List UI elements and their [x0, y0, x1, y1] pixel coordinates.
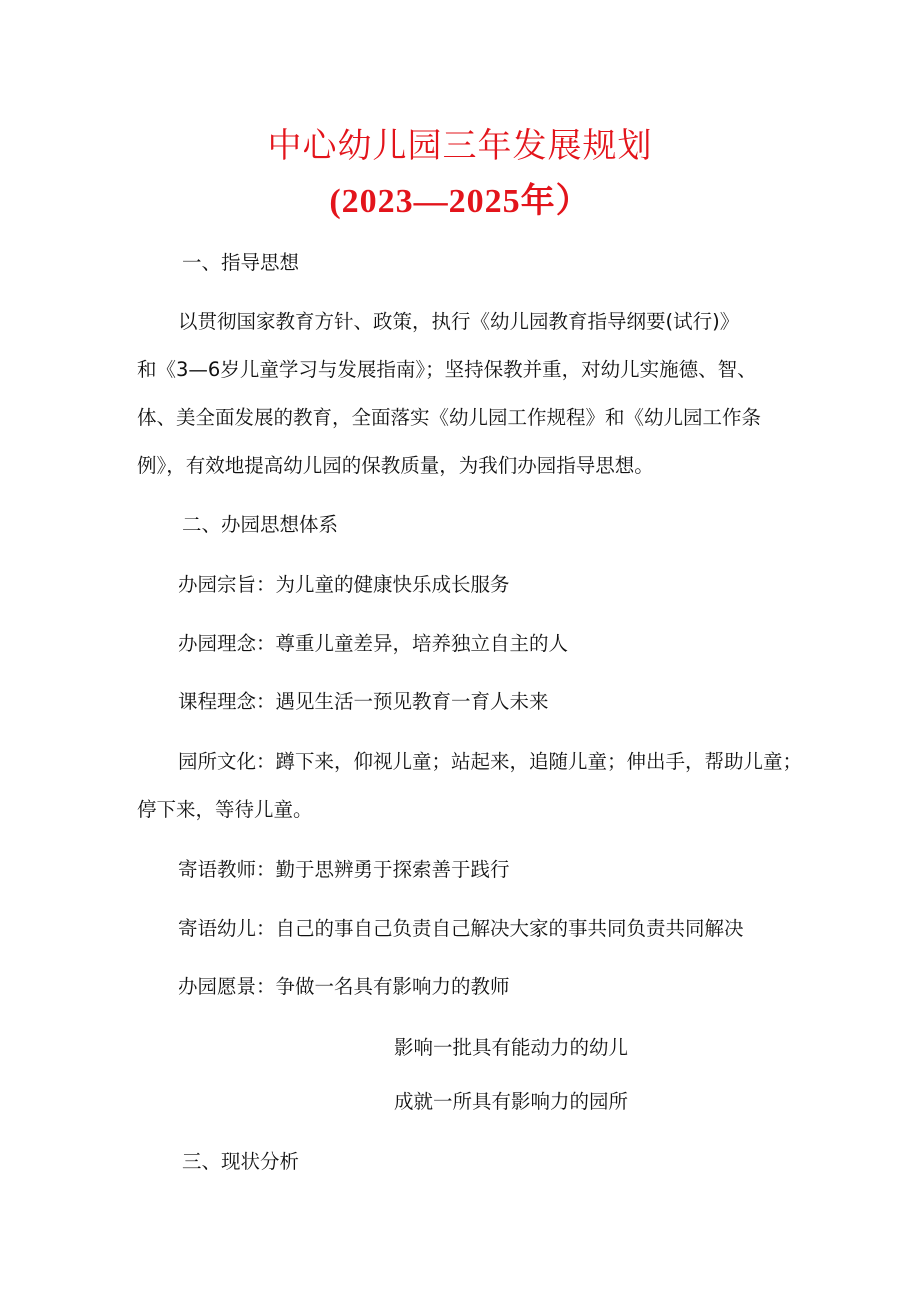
section-heading-status-analysis: 三、现状分析 [182, 1150, 300, 1173]
paragraph-line: 体、美全面发展的教育，全面落实《幼儿园工作规程》和《幼儿园工作条 [137, 406, 762, 429]
vision-line: 办园愿景：争做一名具有影响力的教师 [178, 975, 510, 998]
vision-line-continued: 影响一批具有能动力的幼儿 [394, 1036, 629, 1059]
document-subtitle: (2023—2025年） [329, 183, 591, 220]
tenet-line: 办园宗旨：为儿童的健康快乐成长服务 [178, 573, 510, 596]
document-title: 中心幼儿园三年发展规划 [267, 126, 653, 166]
paragraph-line: 和《3—6岁儿童学习与发展指南》；坚持保教并重，对幼儿实施德、智、 [137, 358, 757, 381]
culture-line: 园所文化：蹲下来，仰视儿童；站起来，追随儿童；伸出手，帮助儿童； [178, 750, 803, 773]
paragraph-line: 以贯彻国家教育方针、政策，执行《幼儿园教育指导纲要(试行)》 [178, 310, 740, 333]
philosophy-line: 办园理念：尊重儿童差异，培养独立自主的人 [178, 632, 569, 655]
section-heading-guiding-ideology: 一、指导思想 [182, 251, 300, 274]
paragraph-line: 例》，有效地提高幼儿园的保教质量，为我们办园指导思想。 [137, 454, 654, 477]
culture-line-continued: 停下来，等待儿童。 [137, 798, 313, 821]
section-heading-philosophy-system: 二、办园思想体系 [182, 513, 339, 536]
curriculum-line: 课程理念：遇见生活一预见教育一育人未来 [178, 690, 549, 713]
vision-line-continued: 成就一所具有影响力的园所 [394, 1090, 629, 1113]
child-motto-line: 寄语幼儿：自己的事自己负责自己解决大家的事共同负责共同解决 [178, 917, 744, 940]
teacher-motto-line: 寄语教师：勤于思辨勇于探索善于践行 [178, 858, 510, 881]
